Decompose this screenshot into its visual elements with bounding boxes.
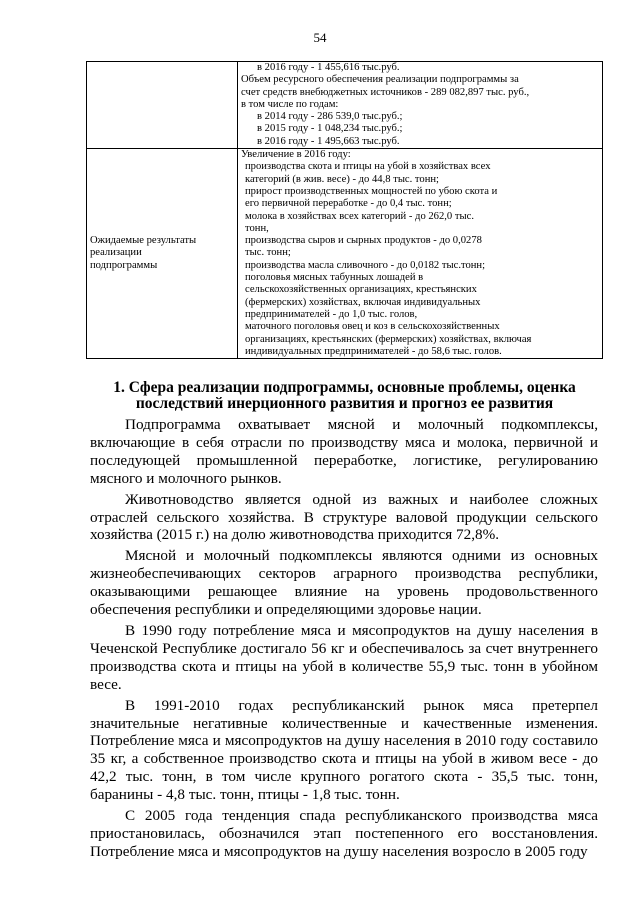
row-label-line: реализации <box>90 247 142 259</box>
table-line: молока в хозяйствах всех категорий - до 262,0 тыс. <box>245 210 474 222</box>
table-line: индивидуальных предпринимателей - до 58,6 тыс. голов. <box>245 345 502 357</box>
table-line: производства масла сливочного - до 0,0182 тыс.тонн; <box>245 259 486 271</box>
section-title <box>86 380 603 412</box>
table-line: маточного поголовья овец и коз в сельскохозяйственных <box>245 321 500 333</box>
row-label-line: подпрограммы <box>90 259 158 271</box>
page-number: 54 <box>313 30 327 45</box>
table-line: тыс. тонн; <box>245 247 291 259</box>
table-line: в 2015 году - 1 048,234 тыс.руб.; <box>257 123 403 135</box>
table-line: тонн, <box>245 222 269 234</box>
table-line: в 2016 году - 1 455,616 тыс.руб. <box>257 62 400 73</box>
table-value-cell <box>238 149 603 359</box>
table-line: в 2014 году - 286 539,0 тыс.руб.; <box>257 111 403 123</box>
table-line: предпринимателей - до 1,0 тыс. голов, <box>245 308 418 320</box>
table-line: его первичной переработке - до 0,4 тыс. тонн; <box>245 198 452 210</box>
table-row <box>87 149 603 359</box>
table-line: поголовья мясных табунных лошадей в <box>245 272 424 284</box>
table-line: прирост производственных мощностей по убою скота и <box>245 185 498 197</box>
paragraph: С 2005 года тенденция спада республиканского производства мяса приостановилась, обозначился этап постепенного его восстановления. Потребление мяса и мясопродуктов на душу населения возросло в 2005 году <box>90 807 598 860</box>
paragraph: В 1990 году потребление мяса и мясопродуктов на душу населения в Чеченской Республике достигало 56 кг и обеспечивалось за счет внутреннего производства скота и птицы на убой в количестве 55,9 тыс. тонн в убойном весе. <box>90 621 598 693</box>
table-value-cell <box>238 62 603 149</box>
table-line: организациях, крестьянских (фермерских) хозяйствах, включая <box>245 333 532 345</box>
table-row <box>87 62 603 149</box>
table-line: сельскохозяйственных организациях, крестьянских <box>245 284 477 296</box>
table-line: (фермерских) хозяйствах, включая индивидуальных <box>245 296 481 308</box>
table-line: Увеличение в 2016 году: <box>241 149 351 161</box>
table-line: производства сыров и сырных продуктов - до 0,0278 <box>245 235 482 247</box>
table-line: Объем ресурсного обеспечения реализации подпрограммы за <box>241 74 519 86</box>
paragraph: В 1991-2010 годах республиканский рынок мяса претерпел значительные негативные количественные и качественные изменения. Потребление мяса и мясопродуктов на душу населения в 2010 году составило 35 кг, а собственное производство скота и птицы на убой в живом весе - до 42,2 тыс. тонн, в том числе крупного рогатого скота - 35,5 тыс. тонн, баранины - 4,8 тыс. тонн, птицы - 1,8 тыс. тонн. <box>90 696 598 804</box>
paragraph: Животноводство является одной из важных и наиболее сложных отраслей сельского хозяйства. В структуре валовой продукции сельского хозяйства (2015 г.) на долю животноводства приходится 72,8%. <box>90 490 598 544</box>
table-line: производства скота и птицы на убой в хозяйствах всех <box>245 161 491 173</box>
table-line: категорий (в жив. весе) - до 44,8 тыс. тонн; <box>245 173 440 185</box>
paragraph: Мясной и молочный подкомплексы являются одними из основных жизнеобеспечивающих секторов аграрного производства республики, оказывающими решающее влияние на уровень продовольственного обеспечения республики и определяющими здоровье нации. <box>90 547 598 619</box>
table-line: в 2016 году - 1 495,663 тыс.руб. <box>257 135 400 147</box>
row-label-line: Ожидаемые результаты <box>90 235 197 247</box>
section-title-line: последствий инерционного развития и прогноз ее развития <box>135 395 554 412</box>
table-label-cell-empty <box>87 62 238 149</box>
table-line: в том числе по годам: <box>241 98 339 110</box>
table-label-cell <box>87 149 238 359</box>
body-text <box>90 416 598 864</box>
section-title-line: 1. Сфера реализации подпрограммы, основные проблемы, оценка <box>113 379 576 396</box>
passport-table <box>86 61 603 359</box>
table-line: счет средств внебюджетных источников - 289 082,897 тыс. руб., <box>241 86 530 98</box>
paragraph: Подпрограмма охватывает мясной и молочный подкомплексы, включающие в себя отрасли по производству мяса и молока, первичной и последующей промышленной переработке, логистике, регулированию мясного и молочного рынков. <box>90 416 598 487</box>
